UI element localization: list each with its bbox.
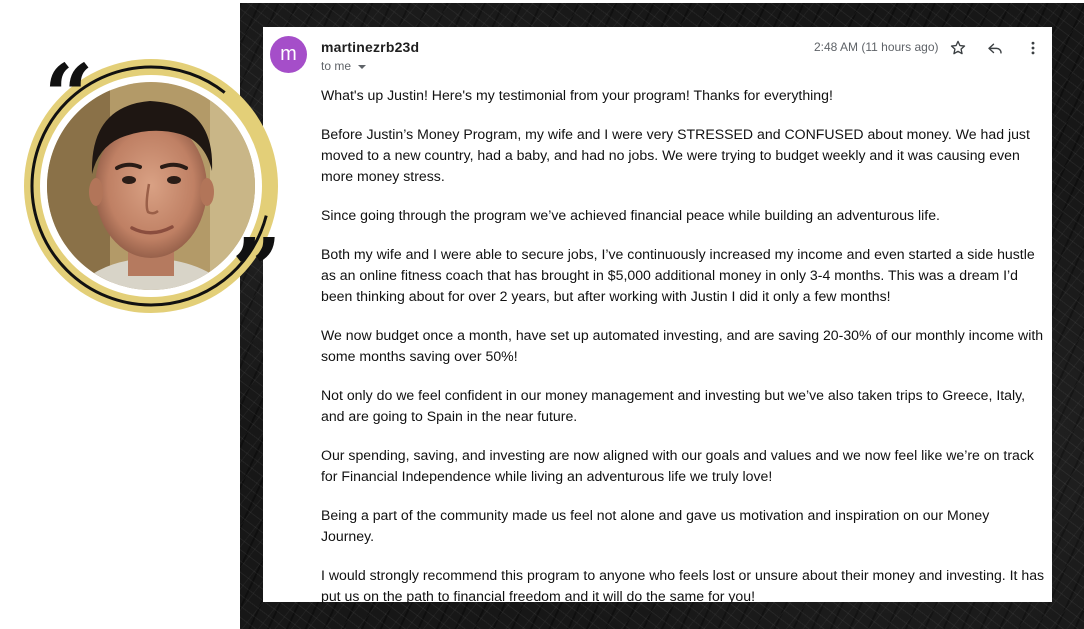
email-paragraph: What's up Justin! Here's my testimonial from your program! Thanks for everything!	[321, 87, 833, 103]
email-paragraph: Our spending, saving, and investing are now aligned with our goals and values and we now feel like we’re on track for Financial Independence while living an adventurous life we truly love!	[321, 447, 1034, 484]
more-options-button[interactable]	[1022, 37, 1044, 59]
star-outline-icon	[949, 39, 967, 57]
email-paragraph: I would strongly recommend this program to anyone who feels lost or unsure about their money and investing. It has put us on the path to financial freedom and it will do the same for you!	[321, 567, 1045, 604]
recipient-label: to me	[321, 59, 352, 73]
recipient-details-toggle[interactable]	[321, 59, 366, 73]
reply-icon	[986, 39, 1004, 57]
star-button[interactable]	[947, 37, 969, 59]
chevron-down-icon	[358, 65, 366, 69]
reply-button[interactable]	[984, 37, 1006, 59]
sender-avatar[interactable]: m	[270, 36, 307, 73]
email-timestamp: 2:48 AM (11 hours ago)	[814, 40, 939, 54]
email-paragraph: Not only do we feel confident in our money management and investing but we’ve also taken trips to Greece, Italy, and are going to Spain in the near future.	[321, 387, 1026, 424]
more-vertical-icon	[1024, 39, 1042, 57]
email-paragraph: Both my wife and I were able to secure jobs, I’ve continuously increased my income and even started a side hustle as an online fitness coach that has brought in $5,000 additional money in only 3-4 months. This was a dream I’d been thinking about for over 2 years, but after working with Justin I did it only a few months!	[321, 246, 1035, 304]
email-paragraph: Being a part of the community made us feel not alone and gave us motivation and inspiration on our Money Journey.	[321, 507, 990, 544]
email-paragraph: Since going through the program we’ve achieved financial peace while building an adventurous life.	[321, 207, 940, 223]
email-paragraph: We now budget once a month, have set up automated investing, and are saving 20-30% of our monthly income with some months saving over 50%!	[321, 327, 1044, 364]
open-quote-mark: “	[44, 46, 94, 147]
email-body	[321, 85, 1046, 625]
email-paragraph: Before Justin’s Money Program, my wife and I were very STRESSED and CONFUSED about money. We had just moved to a new country, had a baby, and had no jobs. We were trying to budget weekly and it was causing even more money stress.	[321, 126, 1030, 184]
sender-name[interactable]: martinezrb23d	[321, 39, 420, 55]
close-quote-mark: ”	[232, 220, 282, 321]
email-message	[263, 27, 1052, 602]
